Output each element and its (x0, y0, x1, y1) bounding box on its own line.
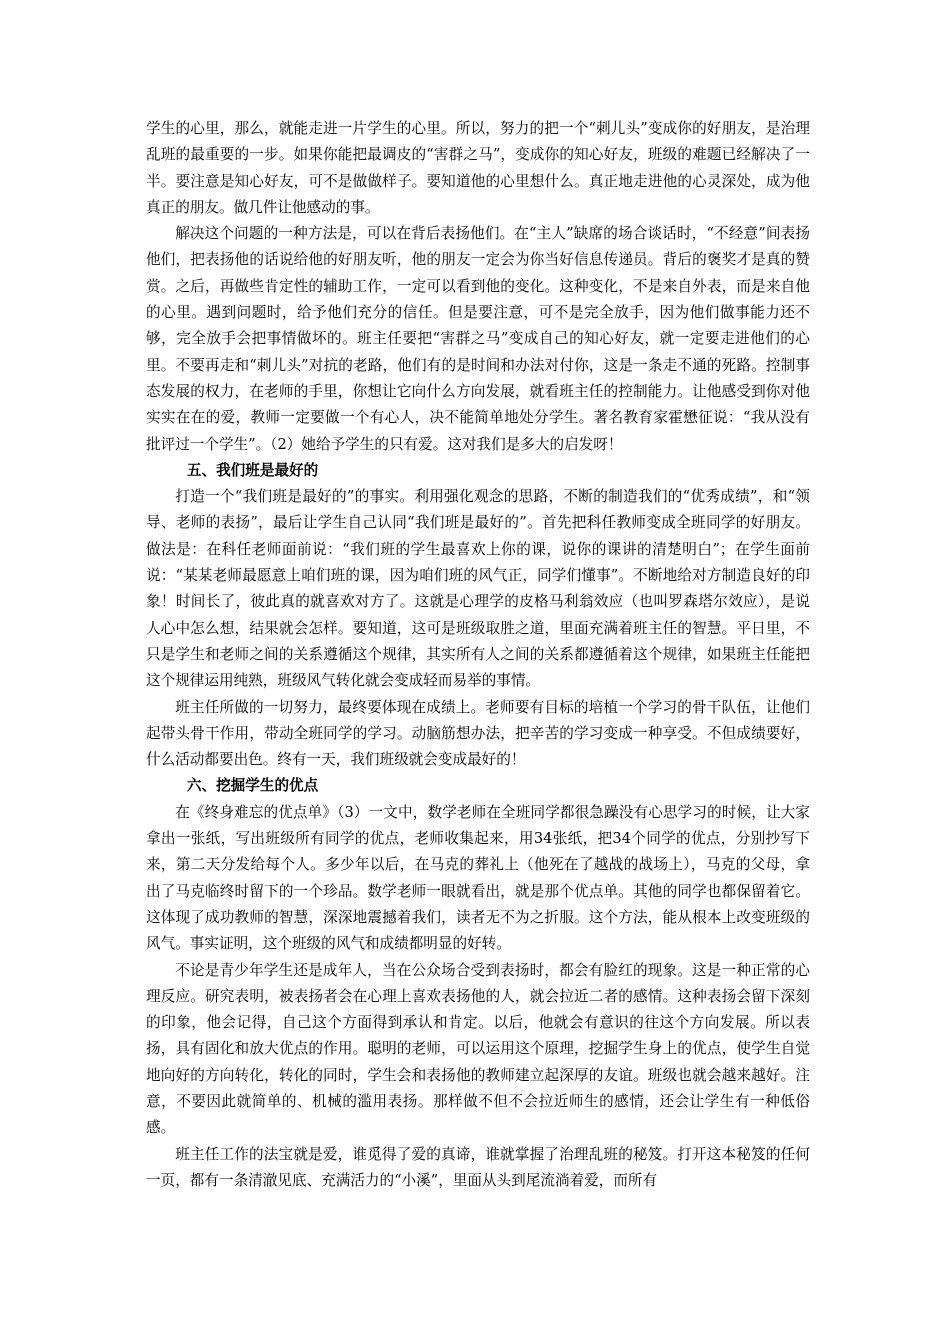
section-heading: 五、我们班是最好的 (186, 461, 319, 479)
paragraph: 不论是青少年学生还是成年人，当在公众场合受到表扬时，都会有脸红的现象。这是一种正常的心理反应。研究表明，被表扬者会在心理上喜欢表扬他的人，就会拉近二者的感情。这种表扬会留下深刻的印象，他会记得，自己这个方面得到承认和肯定。以后，他就会有意识的往这个方向发展。所以表扬，具有固化和放大优点的作用。聪明的老师，可以运用这个原理，挖掘学生身上的优点，使学生自觉地向好的方向转化，转化的同时，学生会和表扬他的教师建立起深厚的友谊。班级也就会越来越好。注意，不要因此就简单的、机械的滥用表扬。那样做不但不会拉近师生的感情，还会让学生有一种低俗感。 (146, 961, 810, 1137)
paragraph: 班主任所做的一切努力，最终要体现在成绩上。老师要有目标的培植一个学习的骨干队伍，让他们起带头骨干作用，带动全班同学的学习。动脑筋想办法，把辛苦的学习变成一种享受。不但成绩要好，什么活动都要出色。终有一天，我们班级就会变成最好的！ (146, 698, 810, 769)
paragraph: 学生的心里，那么，就能走进一片学生的心里。所以，努力的把一个“刺儿头”变成你的好朋友，是治理乱班的最重要的一步。如果你能把最调皮的“害群之马”，变成你的知心好友，班级的难题已经解决了一半。要注意是知心好友，可不是做做样子。要知道他的心里想什么。真正地走进他的心灵深处，成为他真正的朋友。做几件让他感动的事。 (146, 120, 810, 216)
section-heading: 六、挖掘学生的优点 (186, 777, 319, 795)
document-page (146, 116, 810, 1194)
paragraph: 解决这个问题的一种方法是，可以在背后表扬他们。在“主人”缺席的场合谈话时，“不经意”间表扬他们，把表扬他的话说给他的好朋友听，他的朋友一定会为你当好信息传递员。背后的褒奖才是真的赞赏。之后，再做些肯定性的辅助工作，一定可以看到他的变化。这种变化，不是来自外表，而是来自他的心里。遇到问题时，给予他们充分的信任。但是要注意，可不是完全放手，因为他们做事能力还不够，完全放手会把事情做坏的。班主任要把“害群之马”变成自己的知心好友，就一定要走进他们的心里。不要再走和“刺儿头”对抗的老路，他们有的是时间和办法对付你，这是一条走不通的死路。控制事态发展的权力，在老师的手里，你想让它向什么方向发展，就看班主任的控制能力。让他感受到你对他实实在在的爱，教师一定要做一个有心人，决不能简单地处分学生。著名教育家霍懋征说：“我从没有批评过一个学生”。（2）她给予学生的只有爱。这对我们是多大的启发呀！ (146, 225, 810, 453)
paragraph: 打造一个“我们班是最好的”的事实。利用强化观念的思路，不断的制造我们的“优秀成绩”，和“领导、老师的表扬”，最后让学生自己认同“我们班是最好的”。首先把科任教师变成全班同学的好朋友。做法是：在科任老师面前说：“我们班的学生最喜欢上你的课，说你的课讲的清楚明白”；在学生面前说：“某某老师最愿意上咱们班的课，因为咱们班的风气正，同学们懂事”。不断地给对方制造良好的印象！时间长了，彼此真的就喜欢对方了。这就是心理学的皮格马利翁效应（也叫罗森塔尔效应），是说人心中怎么想，结果就会怎样。要知道，这可是班级取胜之道，里面充满着班主任的智慧。平日里，不只是学生和老师之间的关系遵循这个规律，其实所有人之间的关系都遵循着这个规律，如果班主任能把这个规律运用纯熟，班级风气转化就会变成轻而易举的事情。 (146, 488, 810, 690)
paragraph: 在《终身难忘的优点单》（3）一文中，数学老师在全班同学都很急躁没有心思学习的时候，让大家拿出一张纸，写出班级所有同学的优点，老师收集起来，用34张纸，把34个同学的优点，分别抄写下来，第二天分发给每个人。多少年以后，在马克的葬礼上（他死在了越战的战场上），马克的父母，拿出了马克临终时留下的一个珍品。数学老师一眼就看出，就是那个优点单。其他的同学也都保留着它。这体现了成功教师的智慧，深深地震撼着我们，读者无不为之折服。这个方法，能从根本上改变班级的风气。事实证明，这个班级的风气和成绩都明显的好转。 (146, 803, 810, 953)
paragraph: 班主任工作的法宝就是爱，谁觅得了爱的真谛，谁就掌握了治理乱班的秘笈。打开这本秘笈的任何一页，都有一条清澈见底、充满活力的“小溪”，里面从头到尾流淌着爱，而所有 (146, 1145, 810, 1189)
